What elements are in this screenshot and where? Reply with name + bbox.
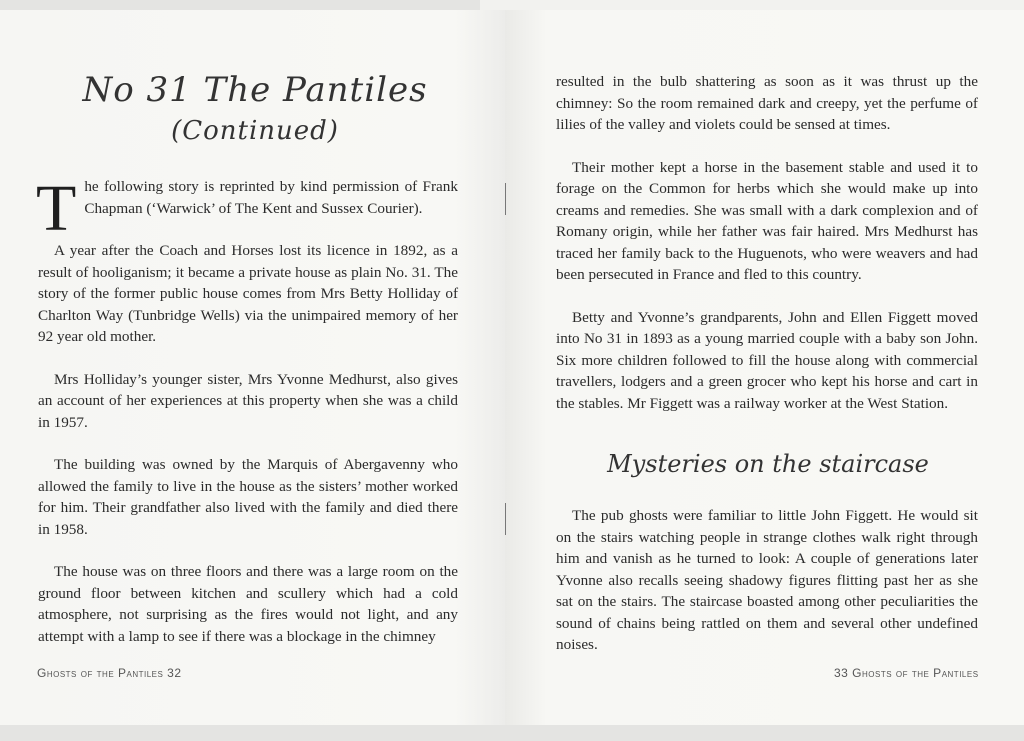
section-heading: Mysteries on the staircase [607,450,929,478]
page-edge [480,0,1024,10]
binding-staple-mark [505,183,512,215]
paragraph: Betty and Yvonne’s grandparents, John and Ellen Figgett moved into No 31 in 1893 as a young married couple with a baby son John. Six more children followed to fill the house along with commercial travellers, lodgers and a green grocer who kept his horse and cart in the stables. Mr Figgett was a railway worker at the West Station. [556,308,978,412]
page-title-continued: (Continued) [171,116,339,146]
binding-staple-mark [505,503,512,535]
paragraph: Mrs Holliday’s younger sister, Mrs Yvonne Medhurst, also gives an account of her experiences at this property when she was a child in 1957. [38,370,458,431]
paragraph: The pub ghosts were familiar to little John Figgett. He would sit on the stairs watching people in strange clothes walk right through him and vanish as he turned to look: A couple of generations later Yvonne also recalls seeing shadowy figures flitting past her as she sat on the stairs. The staircase boasted among other peculiarities the sound of chains being rattled on them and several other undefined noises. [556,507,978,653]
paragraph: The house was on three floors and there was a large room on the ground floor between kitchen and scullery which had a cold atmosphere, not surprising as the fires would not light, and any attempt with a lamp to see if there was a blockage in the chimney [38,563,458,645]
page-footer-right: 33 Ghosts of the Pantiles [834,666,979,680]
page-footer-left: Ghosts of the Pantiles 32 [37,666,182,680]
intro-text: he following story is reprinted by kind permission of Frank Chapman (‘Warwick’ of The Kent and Sussex Courier). [84,178,458,217]
page-title: No 31 The Pantiles [82,70,428,110]
right-text-column-lower [556,505,978,677]
intro-paragraph [36,172,458,245]
right-text-column [556,71,978,435]
left-text-column [36,172,458,668]
paragraph: A year after the Coach and Horses lost its licence in 1892, as a result of hooliganism; it became a private house as plain No. 31. The story of the former public house comes from Mrs Betty Holliday of Charlton Way (Tunbridge Wells) via the unimpaired memory of her 92 year old mother. [38,242,458,345]
paragraph: resulted in the bulb shattering as soon as it was thrust up the chimney: So the room remained dark and creepy, yet the perfume of lilies of the valley and violets could be sensed at times. [556,73,978,133]
paragraph: Their mother kept a horse in the basement stable and used it to forage on the Common for herbs which she would make up into creams and remedies. She was small with a dark complexion and of Romany origin, while her father was fair haired. Mrs Medhurst has traced her family back to the Huguenots, who were weavers and had been persecuted in France and fled to this country. [556,158,978,283]
paragraph: The building was owned by the Marquis of Abergavenny who allowed the family to live in the house as the sisters’ mother worked for him. Their grandfather also lived with the family and died there in 1958. [38,456,458,538]
drop-cap: T [36,172,77,245]
